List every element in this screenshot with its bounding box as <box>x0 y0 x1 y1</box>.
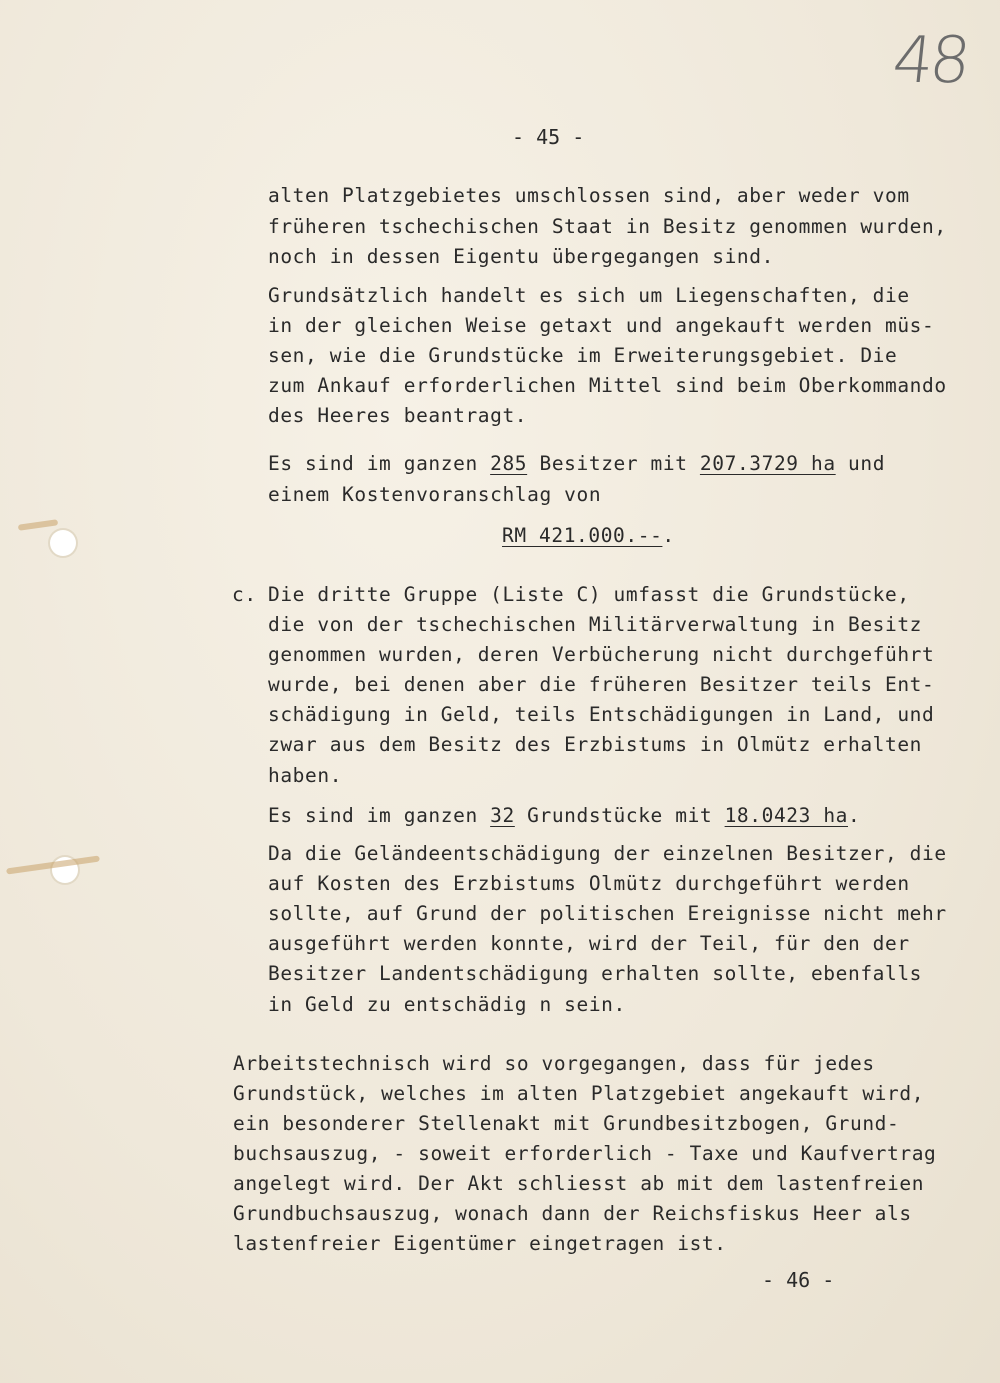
summary-c-area: 18.0423 ha <box>724 804 848 827</box>
summary-b-suffix: und <box>835 452 886 475</box>
summary-b-area: 207.3729 ha <box>699 452 836 475</box>
text-line: wurde, bei denen aber die früheren Besitzer teils Ent- <box>268 673 935 696</box>
text-line: zum Ankauf erforderlichen Mittel sind beim Oberkommando <box>268 374 947 397</box>
text-line: Da die Geländeentschädigung der einzelnen Besitzer, die <box>268 842 947 865</box>
text-line: ein besonderer Stellenakt mit Grundbesitzbogen, Grund- <box>233 1112 900 1135</box>
paragraph-c2 <box>268 842 968 1032</box>
summary-b-owner-count: 285 <box>490 452 528 475</box>
text-line: noch in dessen Eigentu übergegangen sind. <box>268 245 774 268</box>
paragraph-final <box>233 1052 973 1272</box>
text-line: früheren tschechischen Staat in Besitz genommen wurden, <box>268 215 947 238</box>
text-line: in Geld zu entschädig n sein. <box>268 993 626 1016</box>
handwritten-page-number: 48 <box>889 24 971 98</box>
summary-c-mid: Grundstücke mit <box>514 804 725 827</box>
text-line: Die dritte Gruppe (Liste C) umfasst die Grundstücke, <box>268 583 910 606</box>
summary-c-suffix: . <box>848 804 861 827</box>
text-line: Arbeitstechnisch wird so vorgegangen, dass für jedes <box>233 1052 875 1075</box>
text-line: Grundstück, welches im alten Platzgebiet angekauft wird, <box>233 1082 925 1105</box>
page-header-number: - 45 - <box>512 125 585 149</box>
summary-c-prefix: Es sind im ganzen <box>268 804 491 827</box>
summary-c <box>268 804 860 827</box>
text-line: schädigung in Geld, teils Entschädigungen in Land, und <box>268 703 935 726</box>
section-c-paragraph <box>268 583 968 793</box>
text-line: angelegt wird. Der Akt schliesst ab mit dem lastenfreien <box>233 1172 925 1195</box>
summary-b-amount-suffix: . <box>662 524 675 547</box>
summary-b-mid: Besitzer mit <box>527 452 700 475</box>
text-line: alten Platzgebietes umschlossen sind, aber weder vom <box>268 184 910 207</box>
text-line: die von der tschechischen Militärverwaltung in Besitz <box>268 613 923 636</box>
text-line: Grundsätzlich handelt es sich um Liegenschaften, die <box>268 284 910 307</box>
text-line: des Heeres beantragt. <box>268 404 528 427</box>
text-line: sollte, auf Grund der politischen Ereignisse nicht mehr <box>268 902 947 925</box>
summary-b-prefix: Es sind im ganzen <box>268 452 491 475</box>
summary-b-line-1 <box>268 452 885 475</box>
text-line: Grundbuchsauszug, wonach dann der Reichsfiskus Heer als <box>233 1202 912 1225</box>
text-line: ausgeführt werden konnte, wird der Teil, für den der <box>268 932 910 955</box>
text-line: auf Kosten des Erzbistums Olmütz durchgeführt werden <box>268 872 910 895</box>
text-line: Besitzer Landentschädigung erhalten sollte, ebenfalls <box>268 962 923 985</box>
paragraph-2 <box>268 284 968 444</box>
summary-b <box>268 452 968 552</box>
rust-stain-top <box>18 519 58 531</box>
text-line: lastenfreier Eigentümer eingetragen ist. <box>233 1232 727 1255</box>
text-line: genommen wurden, deren Verbücherung nicht durchgeführt <box>268 643 935 666</box>
punch-hole-top <box>50 530 76 556</box>
summary-c-count: 32 <box>490 804 515 827</box>
text-line: haben. <box>268 764 343 787</box>
summary-b-amount: RM 421.000.-- <box>502 524 663 547</box>
summary-b-amount-line <box>502 524 675 547</box>
text-line: zwar aus dem Besitz des Erzbistums in Olmütz erhalten <box>268 733 923 756</box>
text-line: buchsauszug, - soweit erforderlich - Taxe und Kaufvertrag <box>233 1142 937 1165</box>
section-c-marker: c. <box>232 583 257 606</box>
summary-b-line-2: einem Kostenvoranschlag von <box>268 483 602 506</box>
page-footer-number: - 46 - <box>762 1268 835 1292</box>
text-line: sen, wie die Grundstücke im Erweiterungsgebiet. Die <box>268 344 898 367</box>
text-line: in der gleichen Weise getaxt und angekauft werden müs- <box>268 314 935 337</box>
